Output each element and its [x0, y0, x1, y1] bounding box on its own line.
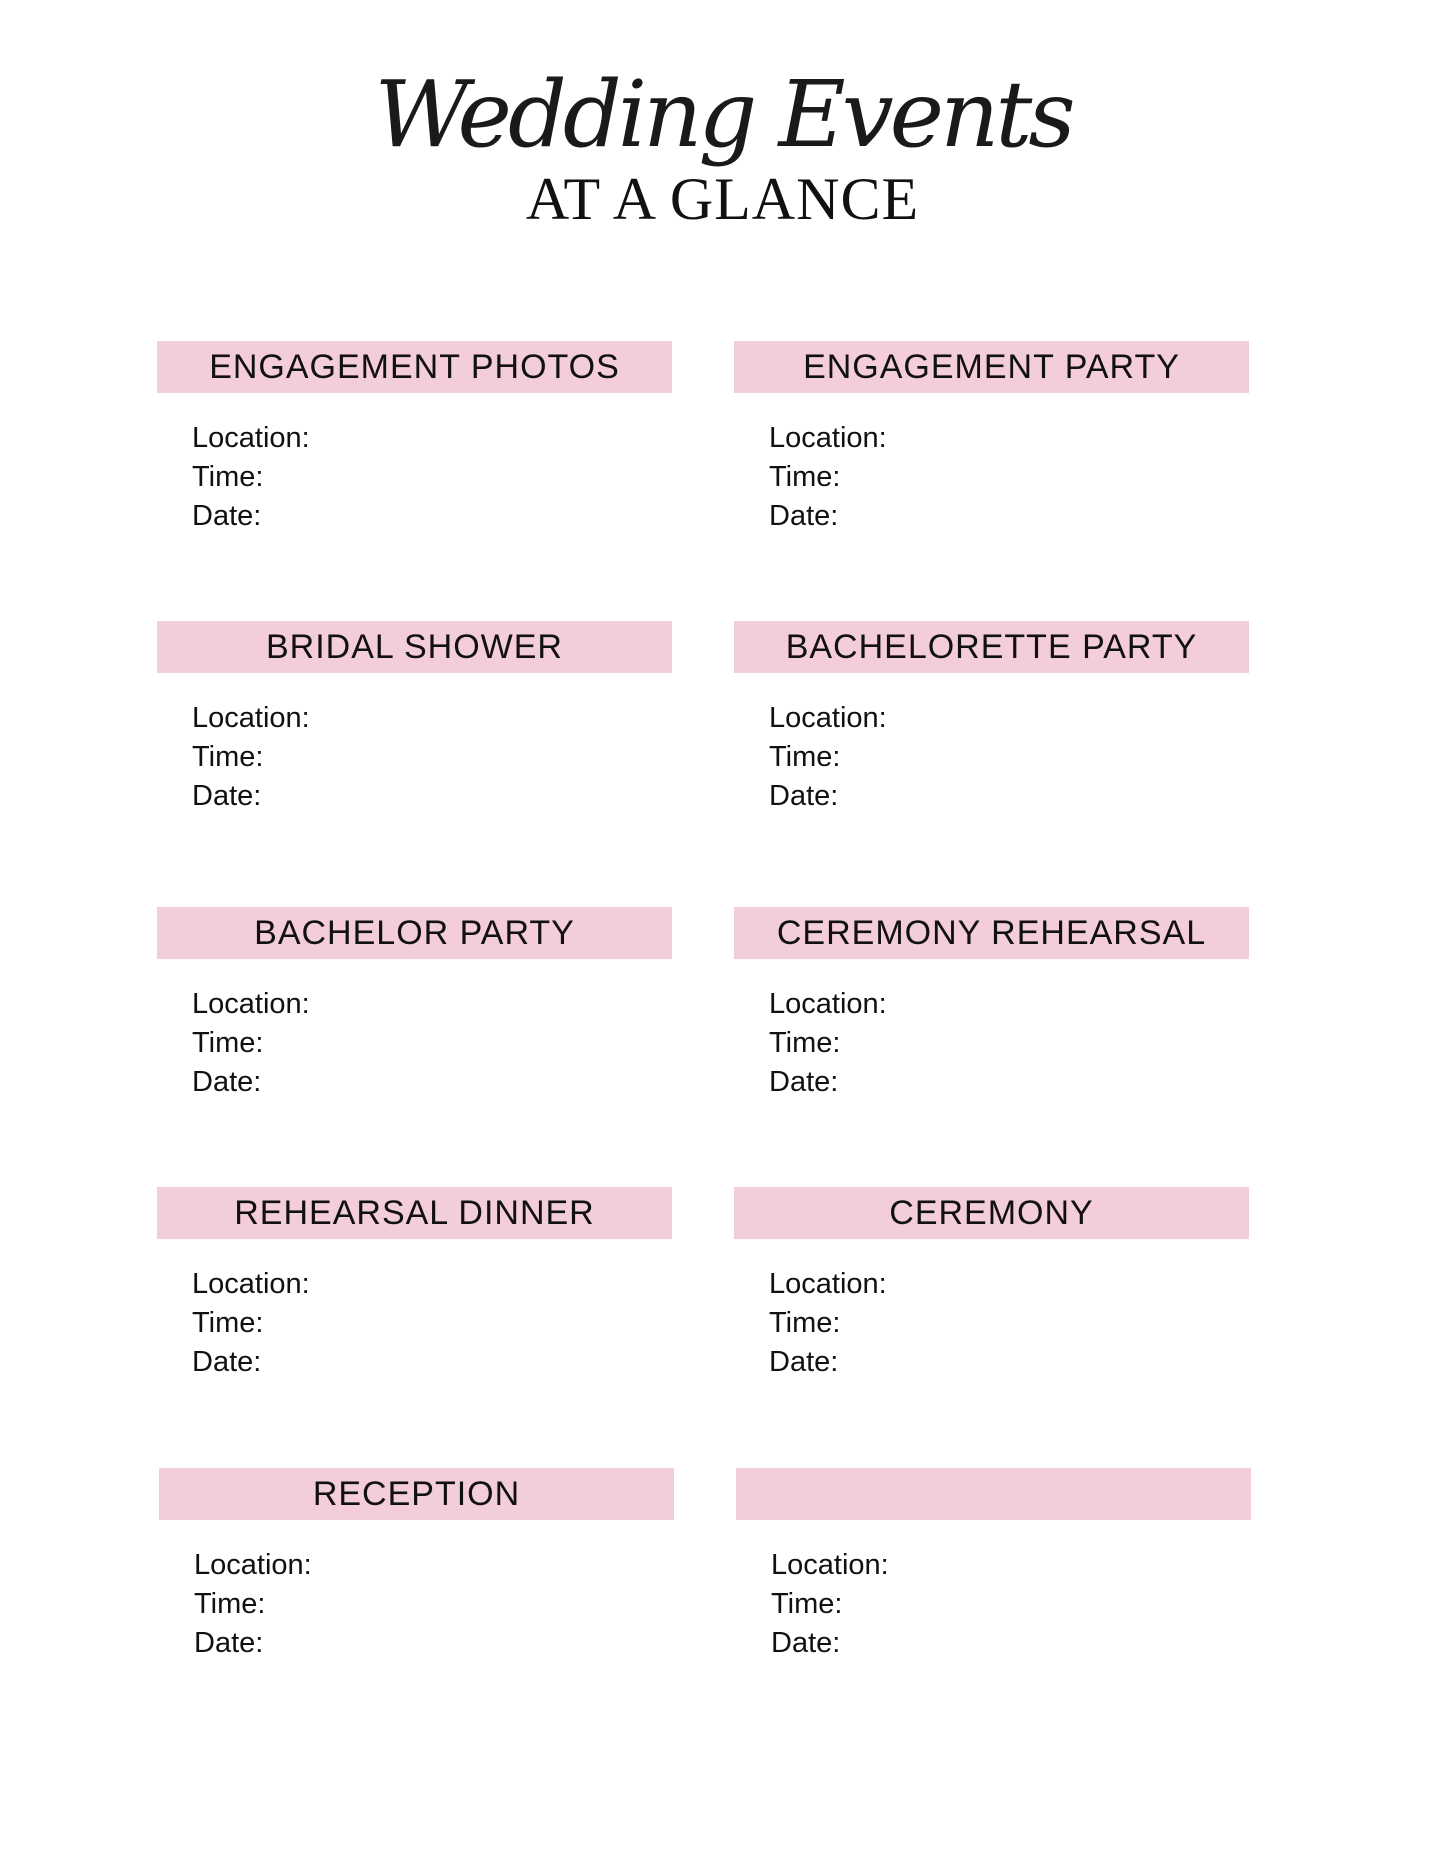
event-card-ceremony-rehearsal: [734, 907, 1249, 1102]
event-fields: [734, 1265, 1249, 1382]
time-label: Time:: [192, 1027, 264, 1059]
time-label: Time:: [192, 461, 264, 493]
location-label: Location:: [192, 988, 310, 1020]
script-title: [0, 58, 1445, 178]
event-fields: [157, 985, 672, 1102]
script-title-graphic: [373, 58, 1072, 178]
date-label: Date:: [769, 1066, 839, 1098]
event-header: ENGAGEMENT PHOTOS: [157, 341, 672, 393]
event-header: [736, 1468, 1251, 1520]
location-label: Location:: [769, 702, 887, 734]
location-label: Location:: [192, 422, 310, 454]
event-header: CEREMONY REHEARSAL: [734, 907, 1249, 959]
date-label: Date:: [192, 500, 262, 532]
date-label: Date:: [192, 780, 262, 812]
time-label: Time:: [769, 461, 841, 493]
event-card-bachelor-party: [157, 907, 672, 1102]
event-header: REHEARSAL DINNER: [157, 1187, 672, 1239]
location-label: Location:: [769, 1268, 887, 1300]
event-fields: [734, 419, 1249, 536]
time-label: Time:: [771, 1588, 843, 1620]
event-fields: [734, 985, 1249, 1102]
event-header: CEREMONY: [734, 1187, 1249, 1239]
event-card-engagement-photos: [157, 341, 672, 536]
date-label: Date:: [769, 500, 839, 532]
event-card-rehearsal-dinner: [157, 1187, 672, 1382]
location-label: Location:: [192, 702, 310, 734]
event-fields: [736, 1546, 1251, 1663]
event-header: BACHELOR PARTY: [157, 907, 672, 959]
event-card-ceremony: [734, 1187, 1249, 1382]
time-label: Time:: [769, 1027, 841, 1059]
time-label: Time:: [769, 741, 841, 773]
event-fields: [157, 1265, 672, 1382]
time-label: Time:: [769, 1307, 841, 1339]
time-label: Time:: [194, 1588, 266, 1620]
location-label: Location:: [192, 1268, 310, 1300]
location-label: Location:: [771, 1549, 889, 1581]
event-fields: [159, 1546, 674, 1663]
event-card-reception: [159, 1468, 674, 1663]
event-header: ENGAGEMENT PARTY: [734, 341, 1249, 393]
date-label: Date:: [192, 1066, 262, 1098]
date-label: Date:: [769, 780, 839, 812]
event-header: BACHELORETTE PARTY: [734, 621, 1249, 673]
event-fields: [734, 699, 1249, 816]
event-card-blank: [736, 1468, 1251, 1663]
event-header: RECEPTION: [159, 1468, 674, 1520]
event-card-bachelorette-party: [734, 621, 1249, 816]
page-title: AT A GLANCE: [525, 166, 920, 232]
event-header: BRIDAL SHOWER: [157, 621, 672, 673]
date-label: Date:: [769, 1346, 839, 1378]
event-fields: [157, 699, 672, 816]
location-label: Location:: [194, 1549, 312, 1581]
event-card-bridal-shower: [157, 621, 672, 816]
date-label: Date:: [194, 1627, 264, 1659]
time-label: Time:: [192, 741, 264, 773]
location-label: Location:: [769, 422, 887, 454]
date-label: Date:: [192, 1346, 262, 1378]
event-card-engagement-party: [734, 341, 1249, 536]
time-label: Time:: [192, 1307, 264, 1339]
script-title-text: Wedding Events: [373, 61, 1072, 168]
date-label: Date:: [771, 1627, 841, 1659]
location-label: Location:: [769, 988, 887, 1020]
event-fields: [157, 419, 672, 536]
